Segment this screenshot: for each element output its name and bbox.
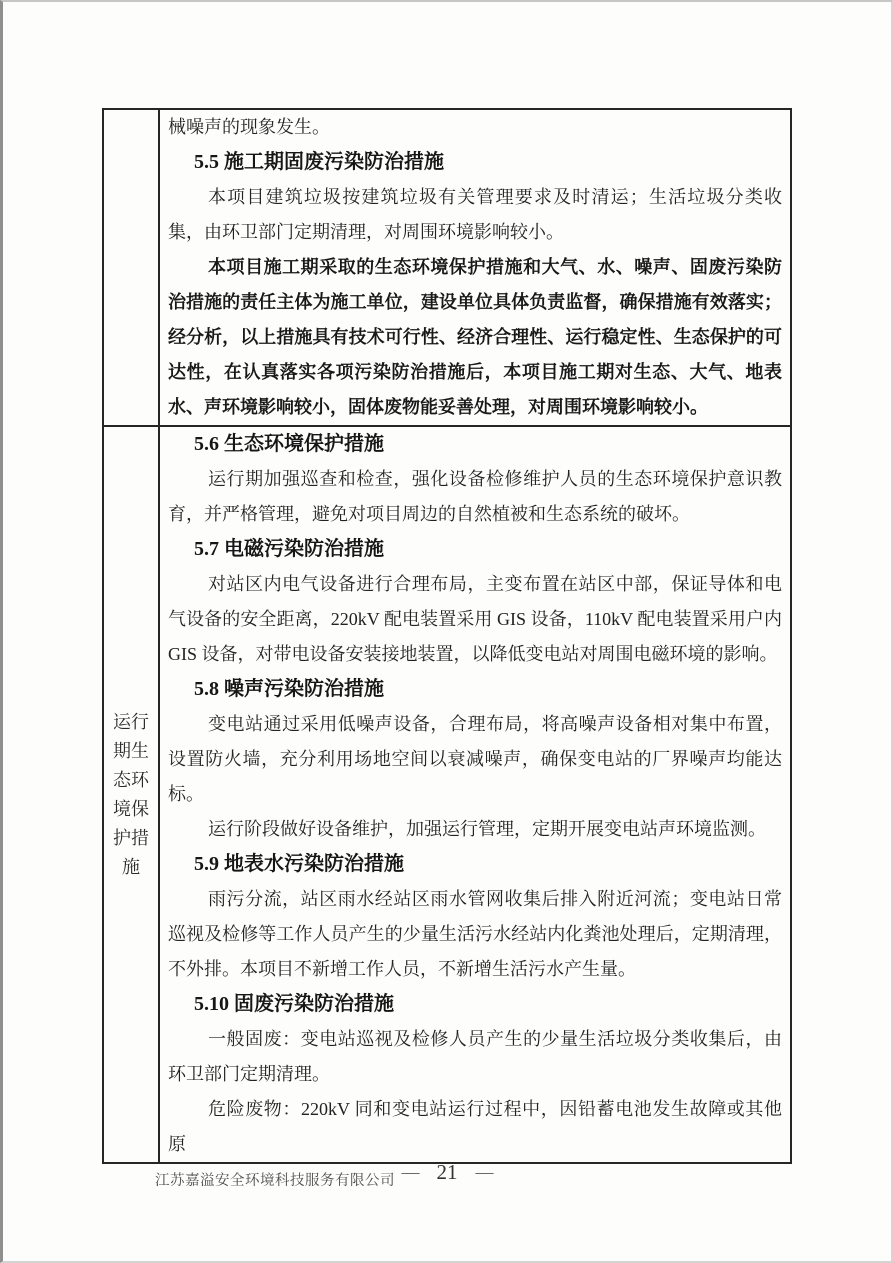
section-heading-5-5: 5.5 施工期固废污染防治措施 [194,151,444,173]
table-row-construction-period [103,109,791,426]
section-heading-5-8: 5.8 噪声污染防治措施 [194,678,384,700]
section-heading-5-10: 5.10 固废污染防治措施 [194,993,394,1015]
table-row-operation-period [103,426,791,1163]
paragraph: 对站区内电气设备进行合理布局，主变布置在站区中部，保证导体和电气设备的安全距离，220kV 配电装置采用 GIS 设备，110kV 配电装置采用户内 GIS 设备，对带电设备安装接地装置，以降低变电站对周围电磁环境的影响。 [168,574,782,664]
paragraph: 变电站通过采用低噪声设备，合理布局，将高噪声设备相对集中布置，设置防火墙，充分利用场地空间以衰减噪声，确保变电站的厂界噪声均能达标。 [168,714,782,804]
row-header-label-operation: 运行期生态环境保护措施 [113,711,149,877]
section-heading-5-9: 5.9 地表水污染防治措施 [194,853,404,875]
row-header-cell-empty [103,109,159,426]
page-footer [3,1160,891,1194]
paragraph: 雨污分流，站区雨水经站区雨水管网收集后排入附近河流；变电站日常巡视及检修等工作人员产生的少量生活污水经站内化粪池处理后，定期清理，不外排。本项目不新增工作人员，不新增生活污水产生量。 [168,889,782,979]
row-header-cell-operation [103,426,159,1163]
content-cell-construction [159,109,791,426]
section-heading-5-6: 5.6 生态环境保护措施 [194,433,384,455]
paragraph: 本项目建筑垃圾按建筑垃圾有关管理要求及时清运；生活垃圾分类收集，由环卫部门定期清理，对周围环境影响较小。 [168,187,782,242]
paragraph: 运行期加强巡查和检查，强化设备检修维护人员的生态环境保护意识教育，并严格管理，避免对项目周边的自然植被和生态系统的破坏。 [168,469,782,524]
paragraph-continuation: 械噪声的现象发生。 [168,117,330,137]
footer-page-number: 21 [436,1160,458,1184]
footer-dash-left: — [401,1162,419,1182]
measures-table [102,108,792,1164]
paragraph: 一般固废：变电站巡视及检修人员产生的少量生活垃圾分类收集后，由环卫部门定期清理。 [168,1029,782,1084]
content-cell-operation [159,426,791,1163]
footer-company-name: 江苏嘉溢安全环境科技服务有限公司 [155,1173,395,1189]
paragraph: 运行阶段做好设备维护，加强运行管理，定期开展变电站声环境监测。 [208,819,766,839]
section-heading-5-7: 5.7 电磁污染防治措施 [194,538,384,560]
paragraph-truncated: 危险废物：220kV 同和变电站运行过程中，因铅蓄电池发生故障或其他原 [168,1099,782,1154]
footer-dash-right: — [475,1162,493,1182]
footer-page-number-group [3,1160,891,1185]
paragraph-bold-summary: 本项目施工期采取的生态环境保护措施和大气、水、噪声、固废污染防治措施的责任主体为施工单位，建设单位具体负责监督，确保措施有效落实；经分析，以上措施具有技术可行性、经济合理性、运行稳定性、生态保护的可达性，在认真落实各项污染防治措施后，本项目施工期对生态、大气、地表水、声环境影响较小，固体废物能妥善处理，对周围环境影响较小。 [168,257,782,417]
